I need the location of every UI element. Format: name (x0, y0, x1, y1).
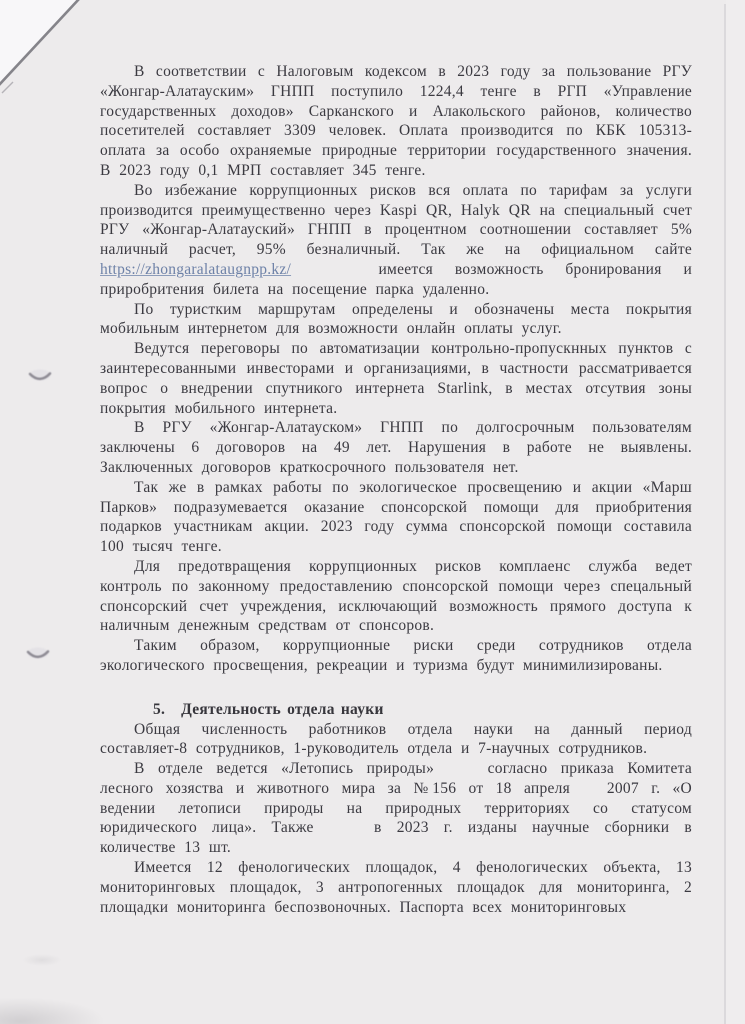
hole-punch-mark (25, 646, 51, 668)
paragraph-tax-payments: В соответствии с Налоговым кодексом в 2023 году за пользование РГУ «Жонгар-Алатауским» ГНПП поступило 1224,4 тенге в РГП «Управление государственных доходов» Сарканского и Алакольского районов, количество посетителей составляет 3309 человек. Оплата производится по КБК 105313-оплата за особо охраняемые природные территории государственного значения. В 2023 году 0,1 МРП составляет 345 тенге. (100, 63, 692, 179)
payment-text-after-link: имеется возможность бронирования и приробритения билета на посещение парка удаленно. (100, 260, 692, 298)
paragraph-mobile-coverage: По туристким маршрутам определены и обозначены места покрытия мобильным интернетом для возможности онлайн оплаты услуг. (100, 300, 692, 338)
paragraph-checkpoint-automation: Ведутся переговоры по автоматизации контрольно-пропускнных пунктов с заинтересованными инвесторами и организациями, в частности рассматривается вопрос о внедрении спутникого интернета Starlink, в местах отсутвия зоны покрытия мобильного интернета. (100, 340, 692, 417)
section-5-title: Деятельность отдела науки (181, 700, 384, 718)
scanner-bed-strip (726, 0, 745, 1024)
paragraph-march-of-parks: Так же в рамках работы по экологическое просвещению и акции «Марш Парков» подразумевается оказание спонсорской помощи для приобритения подарков участникам акции. 2023 году сумма спонсорской помощи составила 100 тысяч тенге. (100, 478, 692, 556)
paragraph-longterm-users: В РГУ «Жонгар-Алатауском» ГНПП по долгосрочным пользователям заключены 6 договоров на 49 лет. Нарушения в работе не выявлены. Заключенных договоров краткосрочного пользователя нет. (100, 419, 692, 476)
page-edge-line (724, 4, 726, 1024)
hole-punch-mark (27, 368, 53, 390)
paragraph-nature-chronicle: В отделе ведется «Летопись природы» согласно приказа Комитета лесного хозяства и животного мира за №156 от 18 апреля 2007 г. «О ведении летописи природы на природных территориях со статусом юридического лица». Также в 2023 г. изданы научные сборники в количестве 13 шт. (100, 760, 692, 857)
paragraph-payment-methods (100, 181, 692, 300)
payment-text-before-link: Во избежание коррупционных рисков вся оплата по тарифам за услуги производится преимущественно через Kaspi QR, Halyk QR на специальный счет РГУ «Жонгар-Алатауский» ГНПП в процентном соотношении составляет 5% наличный расчет, 95% безналичный. Так же на официальном сайте (100, 181, 692, 259)
section-5-number: 5. (153, 700, 166, 718)
page-corner-fold (0, 0, 96, 102)
section-5-heading (100, 700, 692, 720)
document-text-block (100, 62, 692, 917)
paragraph-monitoring-plots: Имеется 12 фенологических площадок, 4 фенологических объекта, 13 мониторинговых площадок, 3 антропогенных площадок для мониторинга, 2 площадки мониторинга беспозвоночных. Паспорта всех мониторинговых (100, 859, 692, 916)
paragraph-compliance-control: Для предотвращения коррупционных рисков комплаенс служба ведет контроль по законному предоставлению спонсорской помощи через спецальный спонсорский счет учреждения, исключающий возможность прямого доступа к наличным денежным средствам от спонсоров. (100, 557, 692, 635)
paragraph-science-staff: Общая численность работников отдела науки на данный период составляет-8 сотрудников, 1-руководитель отдела и 7-научных сотрудников. (100, 720, 692, 758)
paragraph-risk-conclusion: Таким образом, коррупционные риски среди сотрудников отдела экологического просвещения, рекреации и туризма будут минимилизированы. (100, 637, 692, 674)
park-website-link[interactable]: https://zhongaralataugnpp.kz/ (100, 260, 292, 278)
scan-shadow (0, 954, 170, 1024)
